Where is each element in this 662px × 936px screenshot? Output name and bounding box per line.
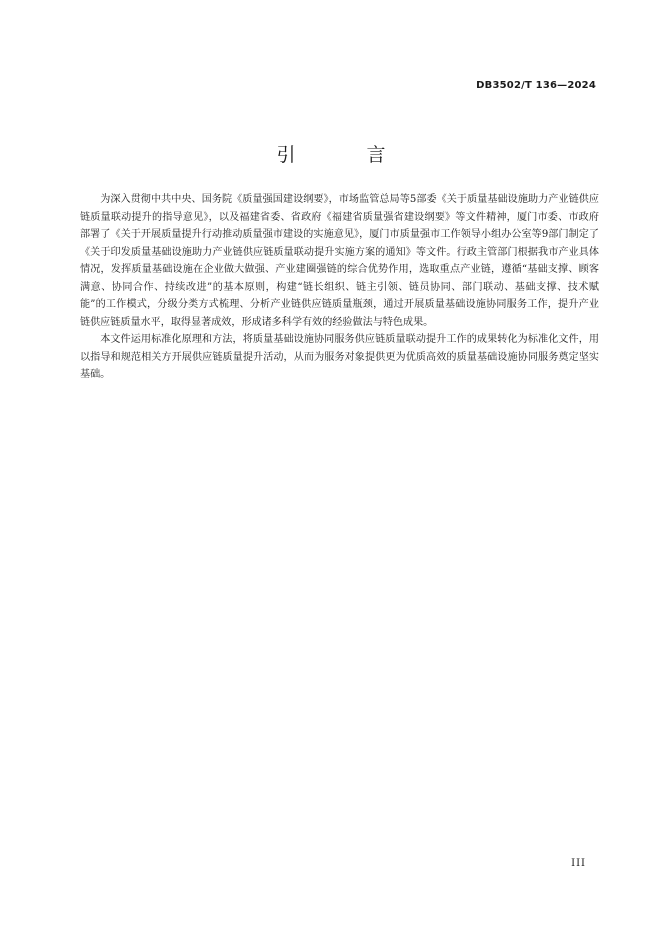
paragraph: 为深入贯彻中共中央、国务院《质量强国建设纲要》，市场监管总局等5部委《关于质量基础设施助力产业链供应链质量联动提升的指导意见》，以及福建省委、省政府《福建省质量强省建设纲要》等文件精神，厦门市委、市政府部署了《关于开展质量提升行动推动质量强市建设的实施意见》，厦门市质量强市工作领导小组办公室等9部门制定了《关于印发质量基础设施助力产业链供应链质量联动提升实施方案的通知》等文件。行政主管部门根据我市产业具体情况，发挥质量基础设施在企业做大做强、产业建圈强链的综合优势作用，选取重点产业链，遵循“基础支撑、顾客满意、协同合作、持续改进”的基本原则，构建“链长组织、链主引领、链员协同、部门联动、基础支撑、技术赋能”的工作模式，分级分类方式梳理、分析产业链供应链质量瓶颈，通过开展质量基础设施协同服务工作，提升产业链供应链质量水平，取得显著成效，形成诸多科学有效的经验做法与特色成果。 (80, 194, 599, 328)
document-code: DB3502/T 136—2024 (476, 80, 596, 91)
section-body (80, 191, 599, 384)
page-number: III (571, 858, 586, 869)
paragraph: 本文件运用标准化原理和方法，将质量基础设施协同服务供应链质量联动提升工作的成果转化为标准化文件，用以指导和规范相关方开展供应链质量提升活动，从而为服务对象提供更为优质高效的质量基础设施协同服务奠定坚实基础。 (80, 334, 599, 380)
section-title: 引 言 (276, 144, 412, 166)
